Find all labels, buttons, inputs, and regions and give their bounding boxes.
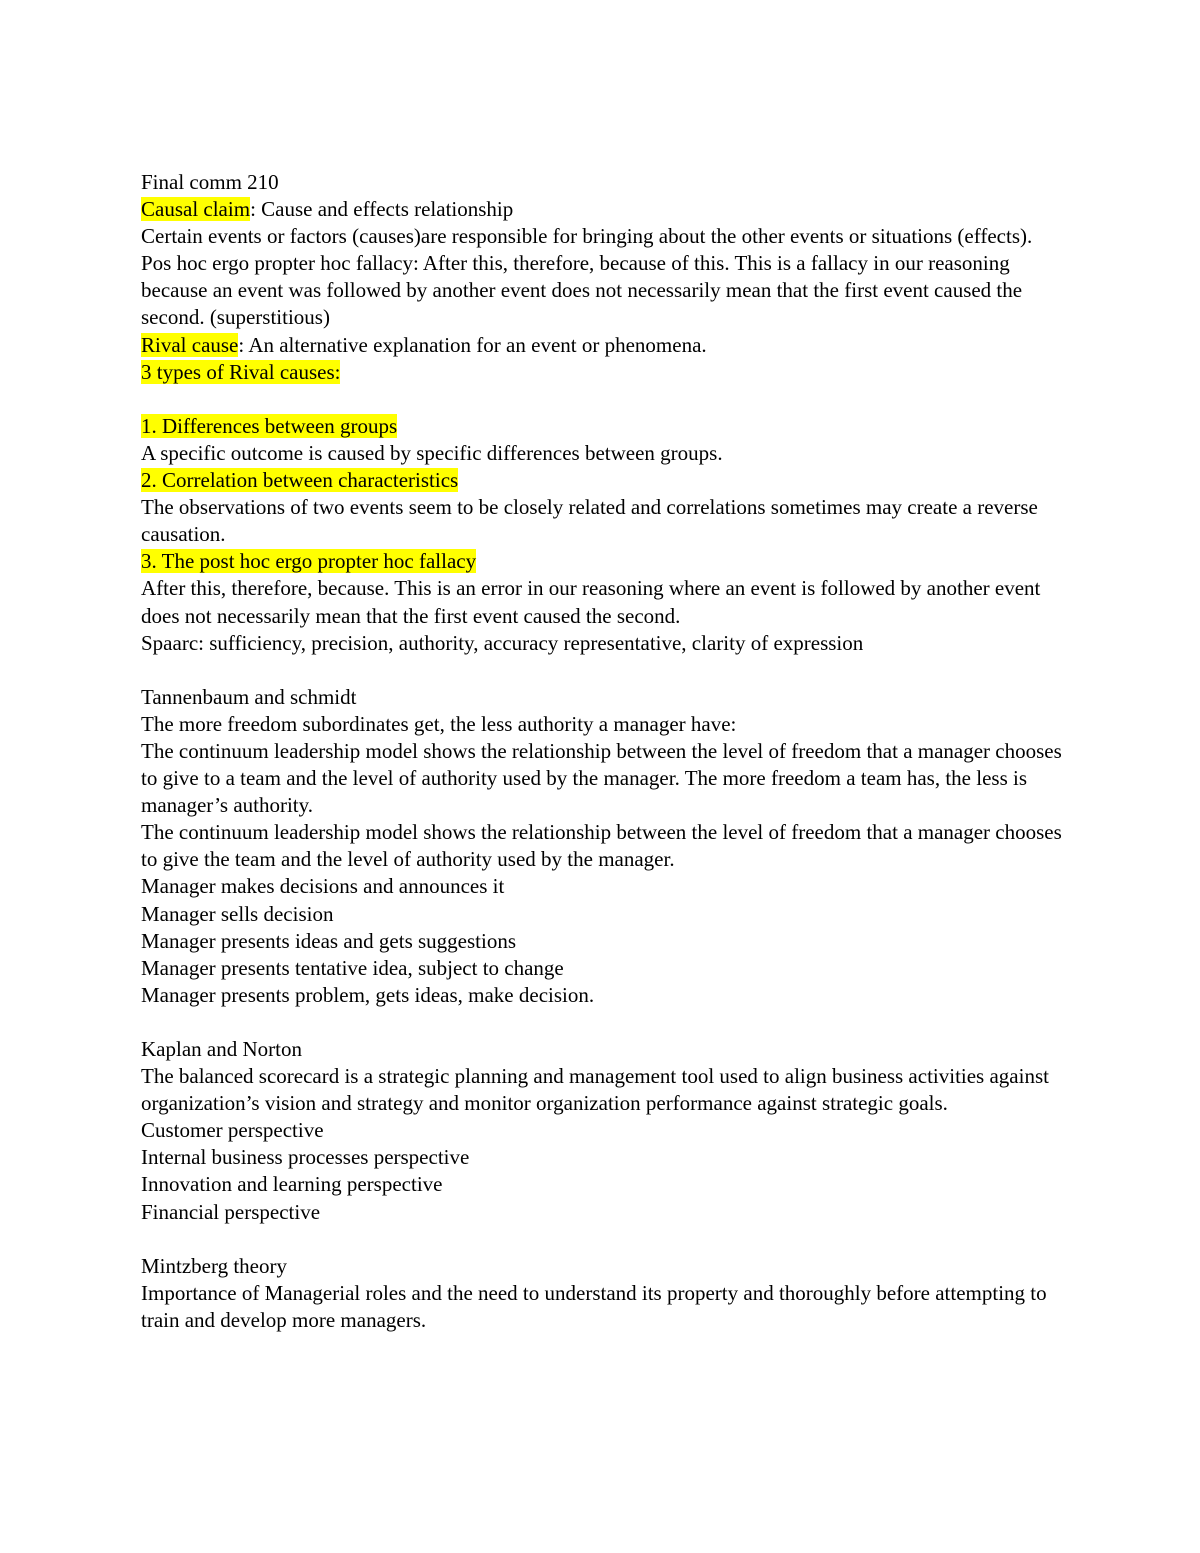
- document-body: [141, 169, 1071, 1334]
- list-item: Internal business processes perspective: [141, 1145, 470, 1170]
- causal-claim-definition: : Cause and effects relationship: [250, 197, 514, 222]
- type3-heading: 3. The post hoc ergo propter hoc fallacy: [141, 549, 477, 574]
- type2-heading: 2. Correlation between characteristics: [141, 468, 459, 493]
- mintzberg-heading: Mintzberg theory: [141, 1253, 287, 1278]
- list-item: Financial perspective: [141, 1199, 321, 1224]
- type1-heading: 1. Differences between groups: [141, 413, 398, 438]
- spacer: [141, 657, 1071, 684]
- type2-text: The observations of two events seem to be closely related and correlations sometimes may create a reverse causation.: [141, 495, 1038, 547]
- causal-claim-term: Causal claim: [141, 197, 251, 222]
- list-item: Manager presents ideas and gets suggestions: [141, 928, 516, 953]
- rival-cause-line: [141, 332, 1071, 359]
- causal-claim-line: [141, 196, 1071, 223]
- document-title: Final comm 210: [141, 170, 279, 194]
- kaplan-paragraph: The balanced scorecard is a strategic planning and management tool used to align business activities against organization’s vision and strategy and monitor organization performance against strategic goals.: [141, 1064, 1049, 1116]
- type3-text: After this, therefore, because. This is an error in our reasoning where an event is followed by another event does not necessarily mean that the first event caused the second.: [141, 576, 1041, 628]
- rival-types-heading-line: [141, 359, 1071, 386]
- spacer: [141, 1009, 1071, 1036]
- tannenbaum-paragraph-1: The more freedom subordinates get, the less authority a manager have:: [141, 711, 737, 736]
- mintzberg-paragraph: Importance of Managerial roles and the need to understand its property and thoroughly before attempting to train and develop more managers.: [141, 1280, 1047, 1332]
- type1-heading-line: [141, 413, 1071, 440]
- spacer: [141, 1226, 1071, 1253]
- tannenbaum-paragraph-3: The continuum leadership model shows the relationship between the level of freedom that a manager chooses to give the team and the level of authority used by the manager.: [141, 820, 1062, 872]
- rival-cause-definition: : An alternative explanation for an event or phenomena.: [238, 332, 707, 357]
- post-hoc-paragraph: Pos hoc ergo propter hoc fallacy: After this, therefore, because of this. This is a fallacy in our reasoning because an event was followed by another event does not necessarily mean that the first event caused the second. (superstitious): [141, 251, 1023, 330]
- rival-types-heading: 3 types of Rival causes:: [141, 359, 341, 384]
- tannenbaum-paragraph-2: The continuum leadership model shows the relationship between the level of freedom that a manager chooses to give to a team and the level of authority used by the manager. The more freedom a team has, the less is manager’s authority.: [141, 738, 1062, 818]
- list-item: Innovation and learning perspective: [141, 1172, 443, 1197]
- type1-text: A specific outcome is caused by specific differences between groups.: [141, 440, 723, 465]
- list-item: Manager sells decision: [141, 901, 334, 926]
- rival-cause-term: Rival cause: [141, 332, 239, 357]
- list-item: Manager presents problem, gets ideas, make decision.: [141, 982, 595, 1007]
- list-item: Customer perspective: [141, 1118, 324, 1143]
- type3-heading-line: [141, 548, 1071, 575]
- spacer: [141, 386, 1071, 413]
- type2-heading-line: [141, 467, 1071, 494]
- kaplan-heading: Kaplan and Norton: [141, 1037, 302, 1061]
- causes-paragraph: Certain events or factors (causes)are responsible for bringing about the other events or situations (effects).: [141, 224, 1033, 249]
- list-item: Manager presents tentative idea, subject to change: [141, 955, 564, 980]
- tannenbaum-heading: Tannenbaum and schmidt: [141, 684, 357, 709]
- list-item: Manager makes decisions and announces it: [141, 874, 505, 899]
- spaarc-line: Spaarc: sufficiency, precision, authority, accuracy representative, clarity of expression: [141, 630, 864, 655]
